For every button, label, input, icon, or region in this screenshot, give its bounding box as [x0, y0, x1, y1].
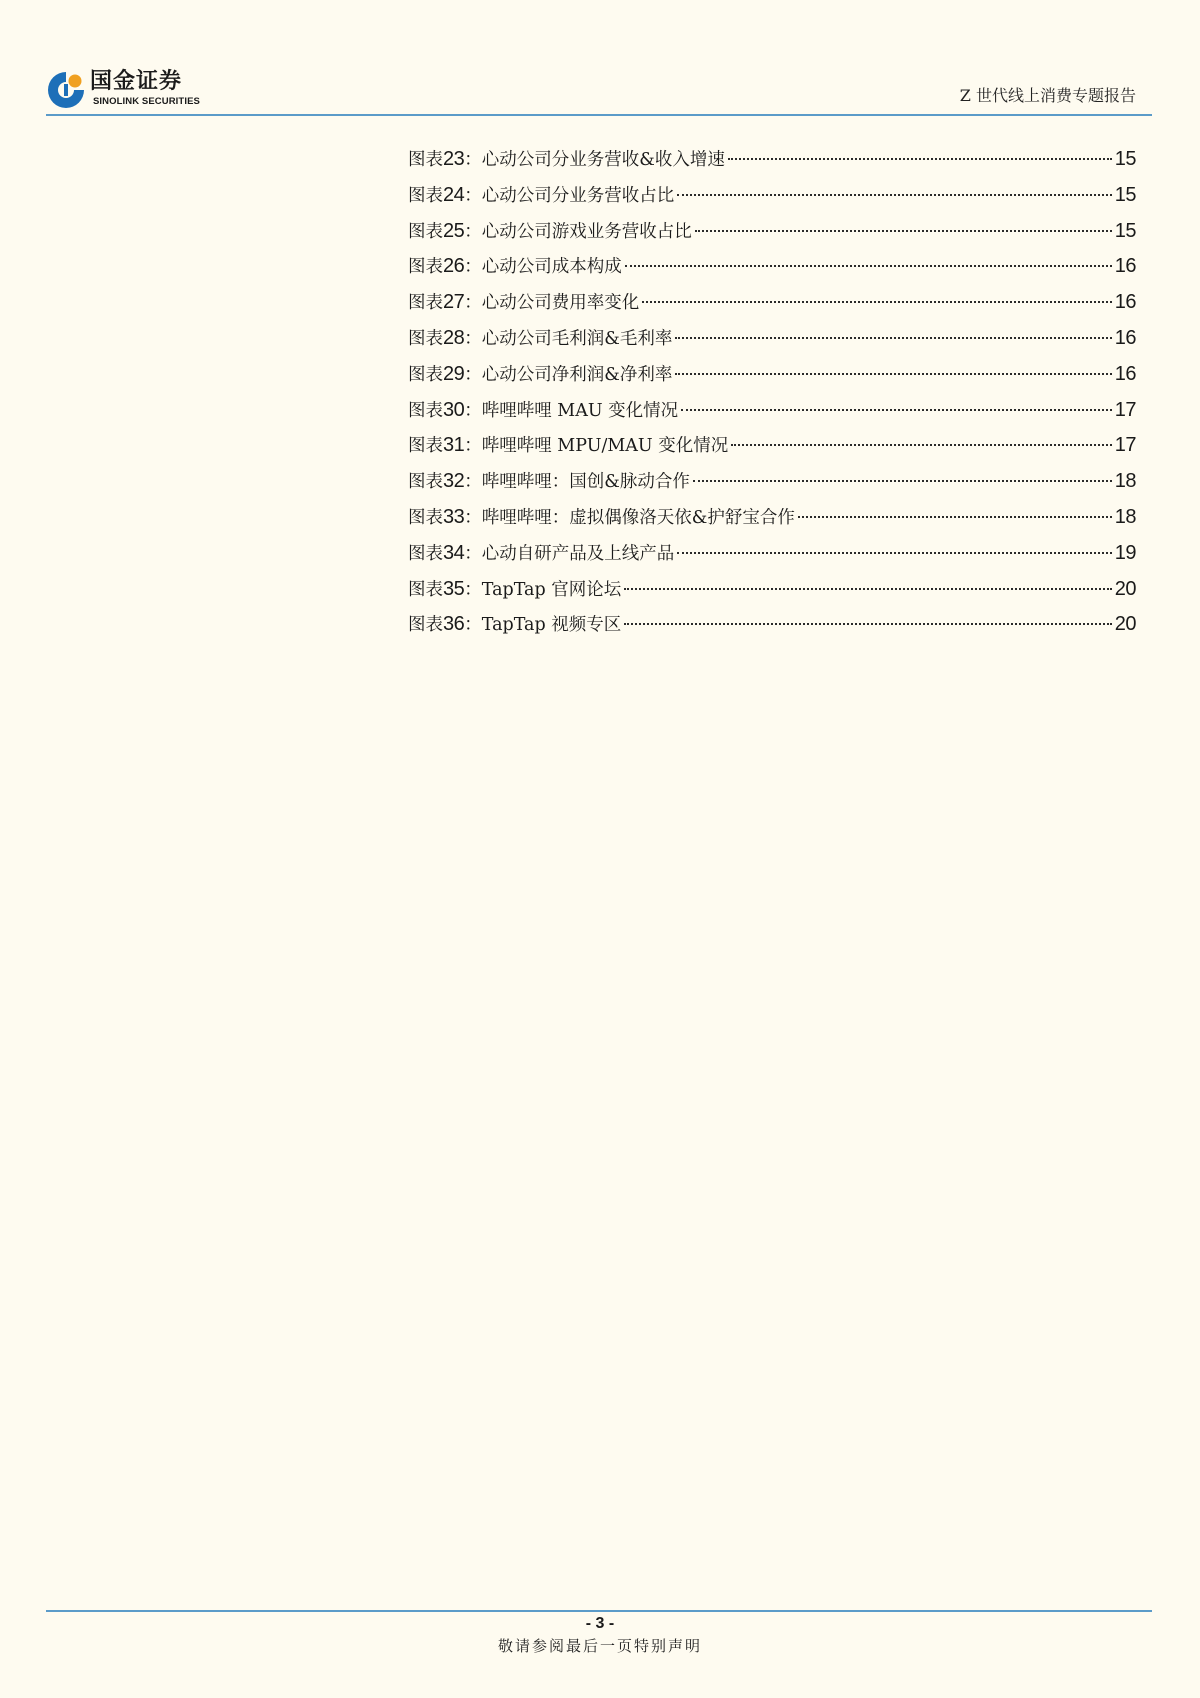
toc-entry-colon: ： [464, 436, 482, 457]
toc-entry-number: 26 [443, 255, 465, 278]
toc-entry[interactable] [408, 359, 1136, 395]
toc-entry-leader [677, 194, 1112, 196]
page-number: - 3 - [585, 1615, 615, 1632]
toc-entry[interactable] [408, 216, 1136, 252]
toc-entry-page: 17 [1114, 434, 1136, 457]
toc-entry-prefix: 图表 [408, 543, 443, 564]
toc-entry-title: 哔哩哔哩：国创&脉动合作 [481, 472, 690, 493]
toc-entry-prefix: 图表 [408, 185, 443, 206]
toc-entry-prefix: 图表 [408, 400, 443, 421]
toc-entry-page: 15 [1114, 148, 1136, 170]
toc-entry-title: 心动公司费用率变化 [481, 293, 640, 314]
header-divider [46, 114, 1152, 116]
toc-entry-title: 哔哩哔哩 MPU/MAU 变化情况 [481, 436, 729, 457]
toc-entry-prefix: 图表 [408, 436, 443, 457]
toc-entry-page: 18 [1114, 470, 1136, 493]
toc-entry-leader [731, 444, 1112, 446]
toc-entry-label [408, 609, 621, 640]
toc-entry-number: 33 [443, 505, 465, 528]
toc-entry-leader [681, 409, 1112, 411]
toc-entry-colon: ： [464, 543, 482, 564]
toc-entry-label [408, 287, 639, 318]
toc-entry-title: 心动自研产品及上线产品 [481, 543, 675, 564]
toc-entry-page: 16 [1114, 255, 1136, 278]
toc-entry-prefix: 图表 [408, 364, 443, 385]
toc-entry-prefix: 图表 [408, 579, 443, 600]
toc-entry-leader [624, 623, 1112, 625]
toc-entry-prefix: 图表 [408, 615, 443, 636]
toc-entry-number: 25 [443, 219, 465, 242]
toc-entry-number: 29 [443, 362, 465, 385]
toc-entry[interactable] [408, 323, 1136, 359]
toc-entry[interactable] [408, 430, 1136, 466]
toc-entry-label [408, 251, 622, 282]
toc-entry-title: 心动公司成本构成 [481, 257, 622, 278]
toc-entry[interactable] [408, 574, 1136, 610]
toc-entry-label [408, 574, 621, 605]
company-logo [46, 68, 220, 112]
toc-entry[interactable] [408, 609, 1136, 645]
toc-entry-page: 16 [1114, 326, 1136, 349]
toc-entry-colon: ： [464, 257, 482, 278]
figure-index-list [408, 144, 1136, 645]
footer-disclaimer: 敬请参阅最后一页特别声明 [497, 1637, 702, 1655]
toc-entry-page: 17 [1114, 398, 1136, 421]
toc-entry-leader [728, 158, 1112, 160]
toc-entry-title: 心动公司分业务营收占比 [481, 185, 675, 206]
toc-entry-number: 34 [443, 541, 465, 564]
toc-entry-leader [675, 337, 1111, 339]
toc-entry-prefix: 图表 [408, 328, 443, 349]
toc-entry-colon: ： [464, 615, 482, 636]
toc-entry-title: 心动公司分业务营收&收入增速 [481, 150, 725, 170]
logo-name-en: SINOLINK SECURITIES [93, 96, 200, 107]
toc-entry-number: 24 [443, 183, 465, 206]
toc-entry-page: 16 [1114, 362, 1136, 385]
toc-entry-colon: ： [464, 150, 482, 170]
toc-entry-prefix: 图表 [408, 472, 443, 493]
toc-entry-page: 16 [1114, 291, 1136, 314]
toc-entry-label [408, 359, 672, 390]
toc-entry-title: TapTap 官网论坛 [481, 579, 622, 600]
toc-entry-colon: ： [464, 221, 482, 242]
toc-entry-prefix: 图表 [408, 150, 443, 170]
toc-entry-leader [677, 552, 1112, 554]
toc-entry[interactable] [408, 466, 1136, 502]
toc-entry[interactable] [408, 287, 1136, 323]
toc-entry-label [408, 466, 690, 497]
toc-entry-leader [695, 230, 1112, 232]
toc-entry-label [408, 502, 795, 533]
toc-entry-prefix: 图表 [408, 221, 443, 242]
toc-entry-page: 19 [1114, 541, 1136, 564]
toc-entry-label [408, 216, 692, 247]
toc-entry-prefix: 图表 [408, 257, 443, 278]
report-title: Z 世代线上消费专题报告 [959, 86, 1136, 105]
logo-name-cn: 国金证券 [90, 69, 183, 94]
toc-entry[interactable] [408, 251, 1136, 287]
toc-entry-colon: ： [464, 472, 482, 493]
toc-entry-colon: ： [464, 364, 482, 385]
toc-entry-leader [624, 588, 1112, 590]
sinolink-logo-icon [46, 70, 86, 110]
page-header [46, 68, 1152, 116]
toc-entry-title: 心动公司毛利润&毛利率 [481, 328, 673, 349]
toc-entry-page: 18 [1114, 505, 1136, 528]
toc-entry-label [408, 323, 672, 354]
toc-entry-number: 23 [443, 148, 465, 170]
toc-entry[interactable] [408, 180, 1136, 216]
toc-entry-title: 心动公司净利润&净利率 [481, 364, 673, 385]
toc-entry-leader [642, 301, 1112, 303]
footer-divider [46, 1610, 1152, 1612]
toc-entry-label [408, 430, 728, 461]
toc-entry[interactable] [408, 502, 1136, 538]
toc-entry-title: 哔哩哔哩 MAU 变化情况 [481, 400, 679, 421]
toc-entry-number: 36 [443, 613, 465, 636]
toc-entry-colon: ： [464, 293, 482, 314]
toc-entry-number: 30 [443, 398, 465, 421]
toc-entry-number: 31 [443, 434, 465, 457]
toc-entry-number: 28 [443, 326, 465, 349]
toc-entry-page: 20 [1114, 613, 1136, 636]
toc-entry-colon: ： [464, 185, 482, 206]
toc-entry-label [408, 538, 674, 569]
toc-entry-page: 15 [1114, 219, 1136, 242]
toc-entry-leader [625, 265, 1112, 267]
toc-entry-number: 32 [443, 470, 465, 493]
toc-entry-title: TapTap 视频专区 [481, 615, 622, 636]
toc-entry-label [408, 180, 674, 211]
toc-entry-number: 27 [443, 291, 465, 314]
toc-entry-label [408, 144, 725, 175]
toc-entry-leader [675, 373, 1111, 375]
toc-entry-title: 心动公司游戏业务营收占比 [481, 221, 692, 242]
toc-entry-title: 哔哩哔哩：虚拟偶像洛天依&护舒宝合作 [481, 507, 795, 528]
toc-entry-page: 20 [1114, 577, 1136, 600]
toc-entry[interactable] [408, 538, 1136, 574]
toc-entry-colon: ： [464, 400, 482, 421]
toc-entry-prefix: 图表 [408, 293, 443, 314]
toc-entry-page: 15 [1114, 183, 1136, 206]
toc-entry-colon: ： [464, 507, 482, 528]
toc-entry-label [408, 395, 678, 426]
toc-entry-leader [693, 480, 1112, 482]
toc-entry[interactable] [408, 395, 1136, 431]
toc-entry-colon: ： [464, 328, 482, 349]
toc-entry[interactable] [408, 144, 1136, 180]
toc-entry-prefix: 图表 [408, 507, 443, 528]
toc-entry-number: 35 [443, 577, 465, 600]
toc-entry-leader [798, 516, 1112, 518]
toc-entry-colon: ： [464, 579, 482, 600]
